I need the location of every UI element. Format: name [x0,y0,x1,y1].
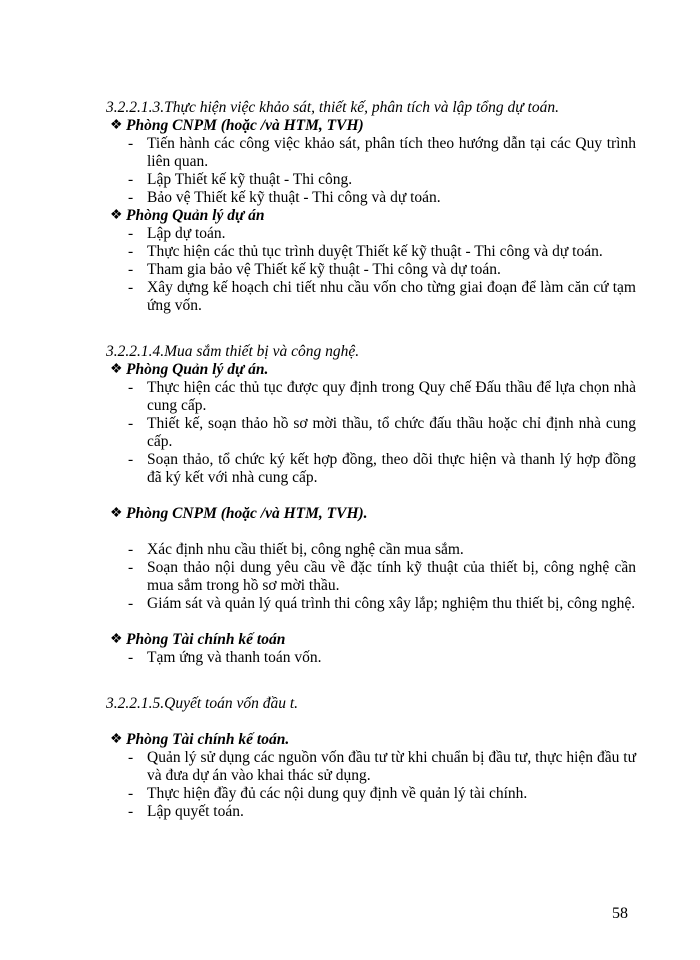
list-item: - Thực hiện đầy đủ các nội dung quy định về quản lý tài chính. [128,785,528,802]
dash-bullet: - [128,559,134,576]
list-item: - Bảo vệ Thiết kế kỹ thuật - Thi công và dự toán. [128,189,441,206]
list-item: - Soạn thảo, tổ chức ký kết hợp đồng, theo dõi thực hiện và thanh lý hợp đồng đã ký kết với nhà cung cấp. [128,451,636,486]
dash-bullet: - [128,415,134,432]
dash-bullet: - [128,451,134,468]
spacer [106,613,636,631]
item-list [106,749,636,821]
spacer [106,667,636,695]
list-item: - Thực hiện các thủ tục được quy định trong Quy chế Đấu thầu để lựa chọn nhà cung cấp. [128,379,636,414]
list-item: - Tiến hành các công việc khảo sát, phân tích theo hướng dẫn tại các Quy trình liên quan. [128,135,636,170]
dash-bullet: - [128,649,134,666]
page-number: 58 [612,905,628,922]
dept-heading-project-management: ❖ Phòng Quản lý dự án [110,207,265,224]
spacer [106,315,636,343]
section-heading-3-2-2-1-5: 3.2.2.1.5.Quyết toán vốn đầu t. [106,695,299,712]
dash-bullet: - [128,189,134,206]
dash-bullet: - [128,135,134,152]
dash-bullet: - [128,803,134,820]
dash-bullet: - [128,261,134,278]
list-item: - Lập Thiết kế kỹ thuật - Thi công. [128,171,353,188]
dash-bullet: - [128,541,134,558]
spacer [106,713,636,731]
dash-bullet: - [128,379,134,396]
section-heading-3-2-2-1-4: 3.2.2.1.4.Mua sắm thiết bị và công nghệ. [106,343,360,360]
diamond-bullet-icon: ❖ [110,732,123,747]
diamond-bullet-icon: ❖ [110,362,123,377]
dash-bullet: - [128,243,134,260]
dash-bullet: - [128,595,134,612]
spacer [106,523,636,541]
diamond-bullet-icon: ❖ [110,208,123,223]
dash-bullet: - [128,225,134,242]
dept-heading-cnpm: ❖ Phòng CNPM (hoặc /và HTM, TVH) [110,117,364,134]
list-item: - Thiết kế, soạn thảo hồ sơ mời thầu, tổ chức đấu thầu hoặc chỉ định nhà cung cấp. [128,415,636,450]
list-item: - Quản lý sử dụng các nguồn vốn đầu tư từ khi chuẩn bị đầu tư, thực hiện đầu tư và đưa dự án vào khai thác sử dụng. [128,749,636,784]
page-content [106,99,636,821]
list-item: - Thực hiện các thủ tục trình duyệt Thiết kế kỹ thuật - Thi công và dự toán. [128,243,603,260]
dash-bullet: - [128,785,134,802]
spacer [106,487,636,505]
section-heading-3-2-2-1-3: 3.2.2.1.3.Thực hiện việc khảo sát, thiết kế, phân tích và lập tổng dự toán. [106,99,559,116]
list-item: - Xác định nhu cầu thiết bị, công nghệ cần mua sắm. [128,541,464,558]
dash-bullet: - [128,279,134,296]
list-item: - Lập quyết toán. [128,803,244,820]
dash-bullet: - [128,171,134,188]
item-list [106,541,636,613]
item-list [106,225,636,315]
dept-heading-project-management: ❖ Phòng Quản lý dự án. [110,361,269,378]
dept-heading-cnpm: ❖ Phòng CNPM (hoặc /và HTM, TVH). [110,505,368,522]
dept-heading-finance: ❖ Phòng Tài chính kế toán [110,631,286,648]
item-list [106,135,636,207]
list-item: - Tham gia bảo vệ Thiết kế kỹ thuật - Thi công và dự toán. [128,261,501,278]
diamond-bullet-icon: ❖ [110,118,123,133]
dept-heading-finance: ❖ Phòng Tài chính kế toán. [110,731,290,748]
list-item: - Giám sát và quản lý quá trình thi công xây lắp; nghiệm thu thiết bị, công nghệ. [128,595,636,612]
list-item: - Xây dựng kế hoạch chi tiết nhu cầu vốn cho từng giai đoạn để làm căn cứ tạm ứng vốn. [128,279,636,314]
list-item: - Tạm ứng và thanh toán vốn. [128,649,322,666]
item-list [106,649,636,667]
list-item: - Soạn thảo nội dung yêu cầu về đặc tính kỹ thuật của thiết bị, công nghệ cần mua sắm trong hồ sơ mời thầu. [128,559,636,594]
diamond-bullet-icon: ❖ [110,632,123,647]
item-list [106,379,636,487]
list-item: - Lập dự toán. [128,225,226,242]
dash-bullet: - [128,749,134,766]
diamond-bullet-icon: ❖ [110,506,123,521]
